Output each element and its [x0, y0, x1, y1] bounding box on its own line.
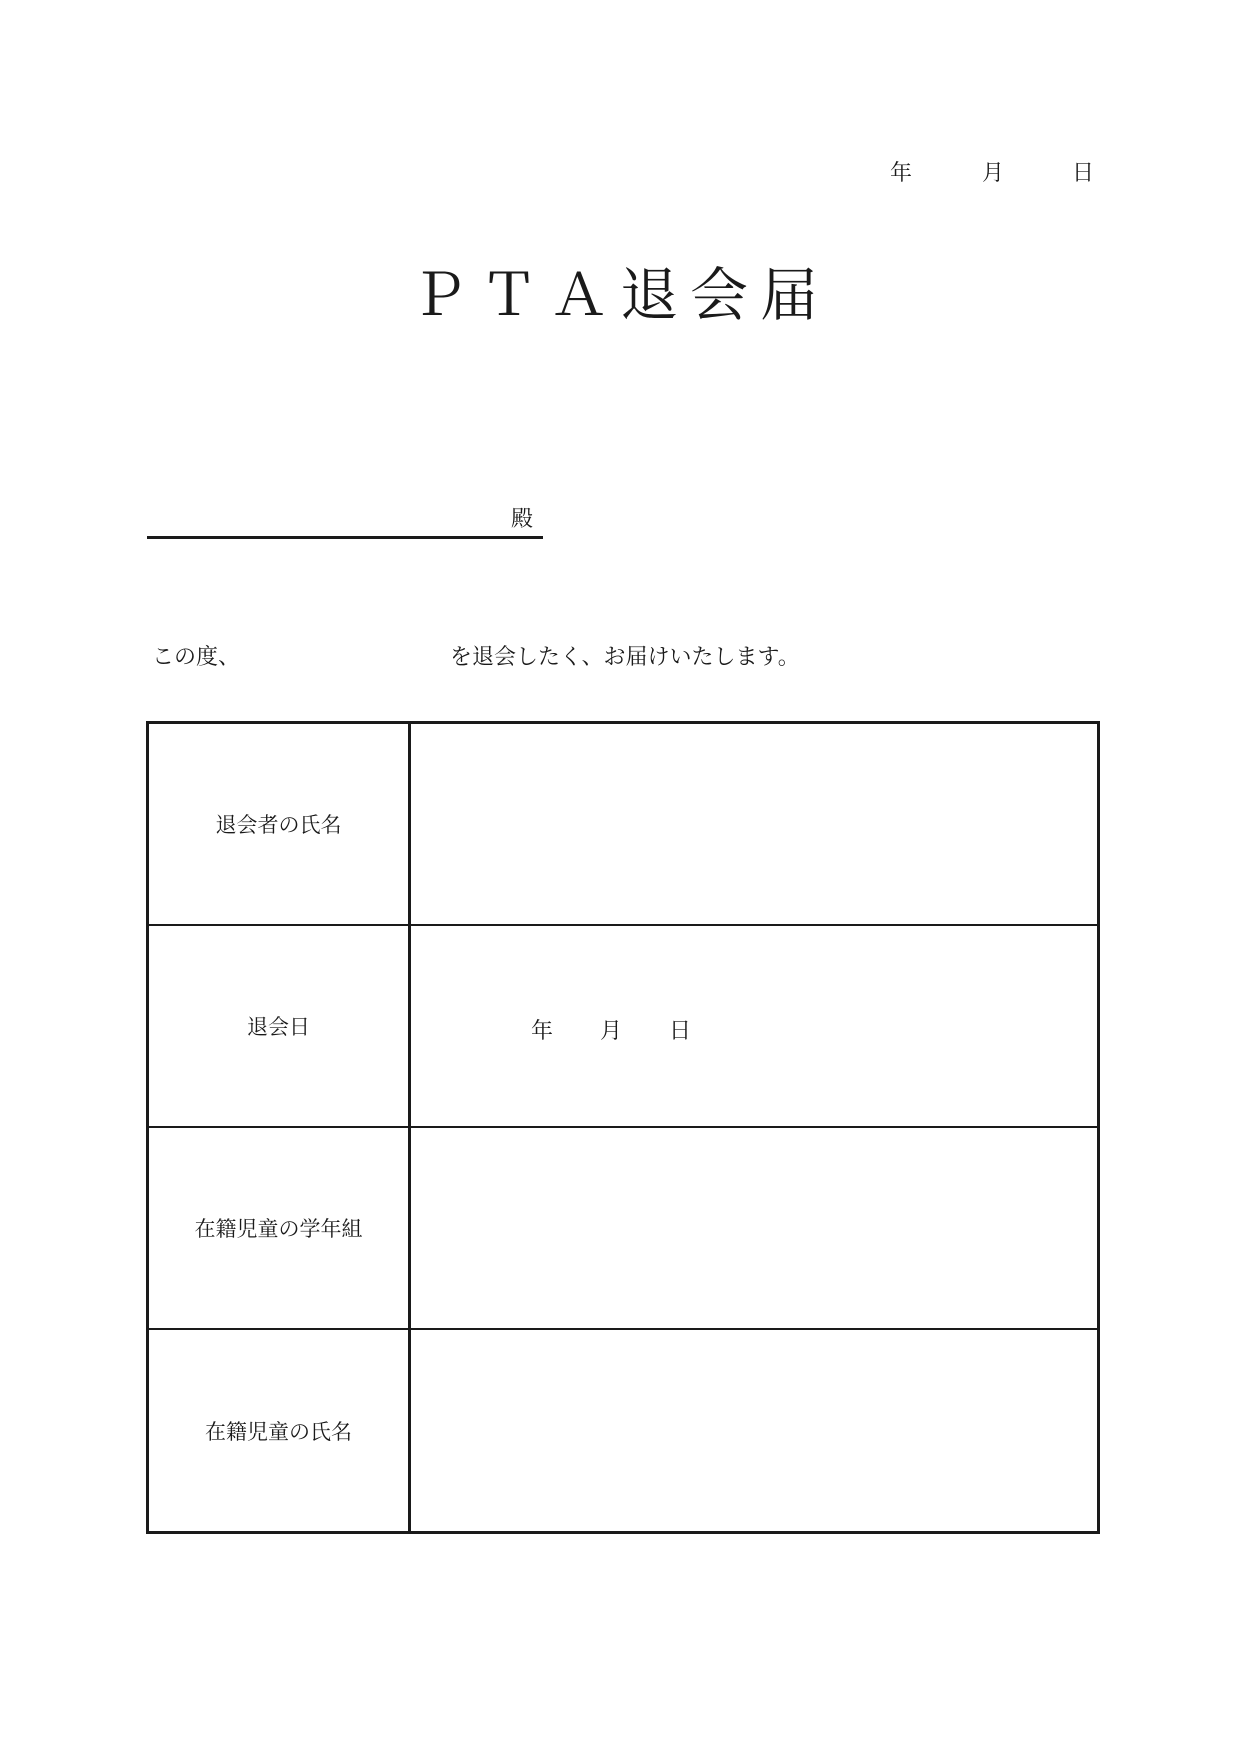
child-name-field[interactable] — [411, 1330, 1097, 1532]
addressee-field[interactable] — [147, 500, 543, 539]
row-label: 退会者の氏名 — [149, 724, 411, 924]
row-label: 在籍児童の氏名 — [149, 1330, 411, 1532]
row-label: 退会日 — [149, 926, 411, 1126]
date-year-label: 年 — [890, 161, 913, 186]
date-day-label: 日 — [1072, 161, 1095, 186]
statement-suffix: を退会したく、お届けいたします。 — [450, 645, 800, 670]
withdrawal-form-table — [146, 721, 1100, 1534]
withdrawal-month-label: 月 — [600, 1019, 623, 1044]
row-label: 在籍児童の学年組 — [149, 1128, 411, 1328]
withdrawal-statement — [152, 640, 1052, 672]
addressee-honorific: 殿 — [510, 507, 533, 532]
submission-date — [890, 156, 1100, 186]
member-name-field[interactable] — [411, 724, 1097, 924]
child-grade-class-field[interactable] — [411, 1128, 1097, 1328]
form-row-child-name — [149, 1330, 1097, 1532]
form-row-member-name — [149, 724, 1097, 926]
withdrawal-year-label: 年 — [531, 1019, 554, 1044]
date-month-label: 月 — [982, 161, 1005, 186]
form-row-withdrawal-date — [149, 926, 1097, 1128]
statement-prefix: この度、 — [152, 645, 241, 670]
form-row-child-grade-class — [149, 1128, 1097, 1330]
withdrawal-date-field[interactable] — [411, 926, 1097, 1126]
withdrawal-day-label: 日 — [669, 1019, 692, 1044]
document-title: ＰＴＡ退会届 — [409, 261, 830, 329]
withdrawal-date-labels — [411, 1014, 1097, 1044]
